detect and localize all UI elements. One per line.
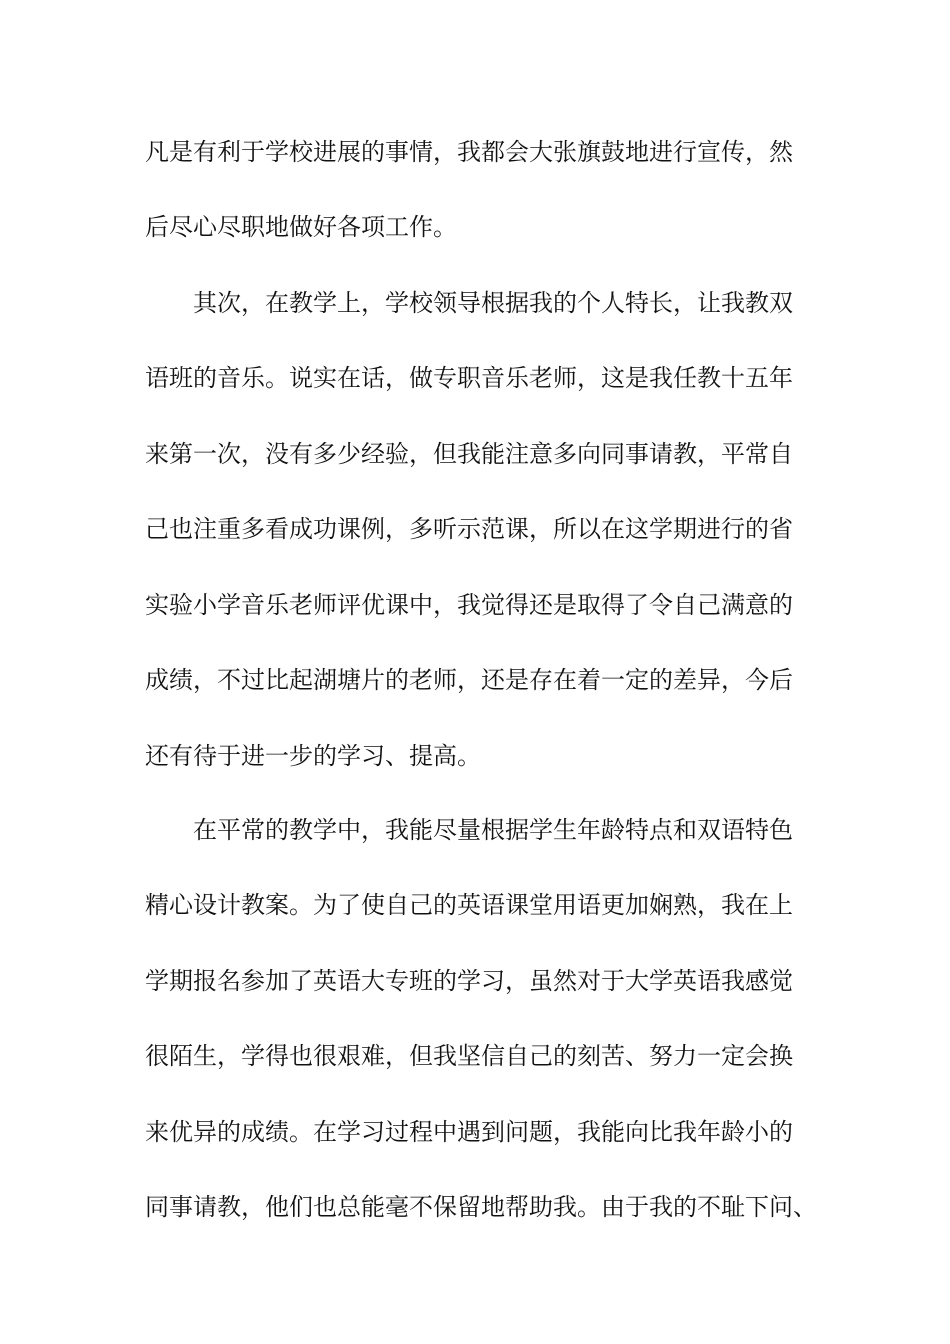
text-line: 很陌生，学得也很艰难，但我坚信自己的刻苦、努力一定会换 [145,1042,793,1070]
paragraph-first-line: 在平常的教学中，我能尽量根据学生年龄特点和双语特色 [193,816,793,844]
paragraph-first-line: 其次，在教学上，学校领导根据我的个人特长，让我教双 [193,289,793,317]
text-line: 凡是有利于学校进展的事情，我都会大张旗鼓地进行宣传，然 [145,138,793,166]
text-line: 来优异的成绩。在学习过程中遇到问题，我能向比我年龄小的 [145,1118,793,1146]
text-line: 己也注重多看成功课例，多听示范课，所以在这学期进行的省 [145,515,793,543]
text-line: 同事请教，他们也总能毫不保留地帮助我。由于我的不耻下问、 [145,1193,817,1221]
text-line: 实验小学音乐老师评优课中，我觉得还是取得了令自己满意的 [145,591,793,619]
text-line: 语班的音乐。说实在话，做专职音乐老师，这是我任教十五年 [145,364,793,392]
text-line: 还有待于进一步的学习、提高。 [145,742,481,770]
text-line: 后尽心尽职地做好各项工作。 [145,213,457,241]
text-line: 来第一次，没有多少经验，但我能注意多向同事请教，平常自 [145,440,793,468]
text-line: 学期报名参加了英语大专班的学习，虽然对于大学英语我感觉 [145,967,793,995]
text-line: 精心设计教案。为了使自己的英语课堂用语更加娴熟，我在上 [145,891,793,919]
text-line: 成绩，不过比起湖塘片的老师，还是存在着一定的差异，今后 [145,666,793,694]
